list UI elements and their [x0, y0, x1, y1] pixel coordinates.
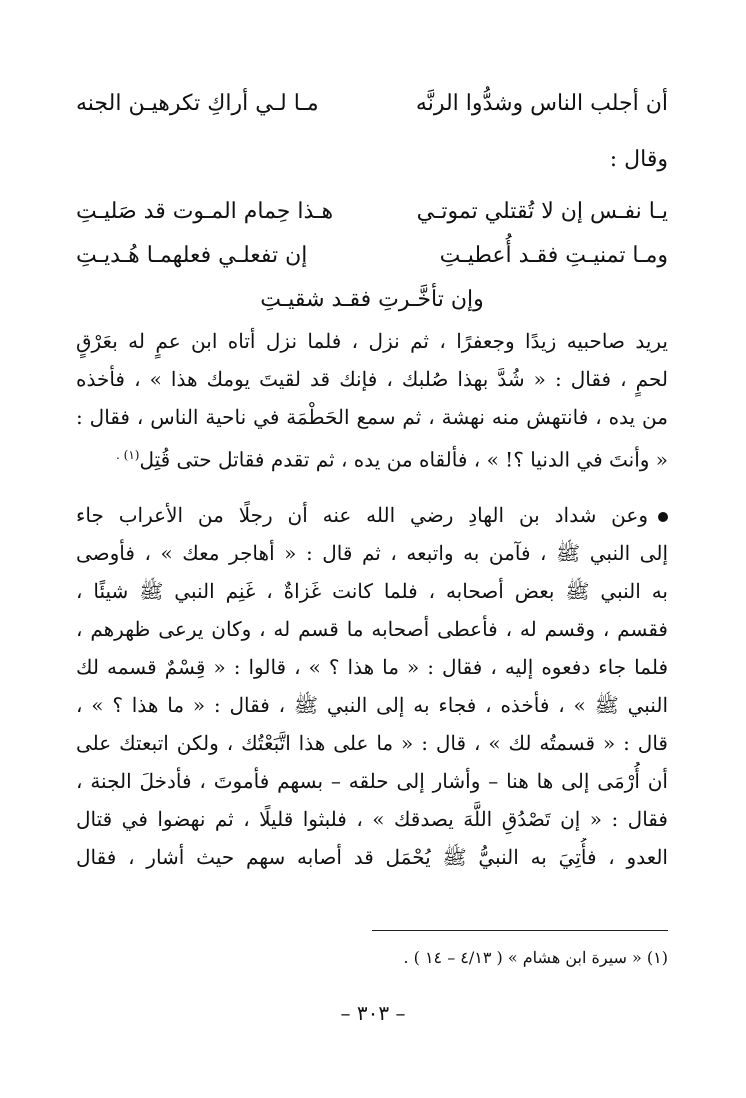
footnote-marker: (١) .	[116, 448, 140, 462]
poem2-verse3: وإن تأخَّـرتِ فقـد شقيـتِ	[260, 287, 484, 312]
paragraph2-line10: العدو ، فأُتِيَ به النبيُّ ﷺ يُحْمَل قد أصابه سهم حيث أشار ، فقال	[76, 845, 668, 869]
paragraph2-line6: النبي ﷺ » ، فأخذه ، فجاء به إلى النبي ﷺ ، فقال : « ما هذا ؟ » ،	[76, 693, 668, 717]
page-number: – ٣٠٣ –	[340, 1001, 406, 1025]
poem2-verse1	[76, 192, 668, 232]
paragraph2-line9: فقال : « إن تَصْدُقِ اللَّهَ يصدقك » ، فلبثوا قليلًا ، ثم نهضوا في قتال	[76, 807, 668, 831]
paragraph2-line2: إلى النبي ﷺ ، فآمن به واتبعه ، ثم قال : « أهاجر معك » ، فأوصى	[76, 541, 668, 565]
poem2-verse2-first-hemistich: ومـا تمنيـتِ فقـد أُعطيـتِ	[439, 243, 668, 268]
poem-intro: وقال :	[609, 147, 668, 172]
paragraph2-line1-text: وعن شداد بن الهادِ رضي الله عنه أن رجلًا من الأعراب جاء	[76, 503, 648, 527]
poem2-verse1-second-hemistich: هـذا حِمام المـوت قد صَليـتِ	[76, 199, 334, 224]
poem1-verse1	[76, 84, 668, 124]
poem2-verse2	[76, 236, 668, 276]
poem2-verse1-first-hemistich: يـا نفـس إن لا تُقتلي تموتـي	[416, 199, 668, 224]
paragraph1-line4-text: « وأنتَ في الدنيا ؟! » ، فألقاه من يده ، ثم تقدم فقاتل حتى قُتِل	[139, 447, 668, 472]
paragraph1-line2: لحمٍ ، فقال : « شُدَّ بهذا صُلبك ، فإنك قد لقيتَ يومك هذا » ، فأخذه	[76, 367, 668, 391]
bullet-icon	[658, 512, 668, 522]
paragraph2-line4: فقسم ، وقسم له ، فأعطى أصحابه ما قسم له ، وكان يرعى ظهرهم ،	[76, 617, 668, 641]
footnote-divider	[372, 930, 668, 931]
poem2-verse2-second-hemistich: إن تفعلـي فعلهمـا هُـديـتِ	[76, 243, 308, 268]
paragraph2-line5: فلما جاء دفعوه إليه ، فقال : « ما هذا ؟ » ، قالوا : « قِسْمٌ قسمه لك	[76, 655, 668, 679]
paragraph2-line7: قال : « قسمتُه لك » ، قال : « ما على هذا اتَّبَعْتُك ، ولكن اتبعتك على	[76, 731, 668, 755]
paragraph2-line8: أن أُرْمَى إلى ها هنا – وأشار إلى حلقه – بسهم فأموتَ ، فأدخلَ الجنة ،	[76, 769, 668, 793]
paragraph1-line3: من يده ، فانتهش منه نهشة ، ثم سمع الحَطْمَة في ناحية الناس ، فقال :	[76, 405, 668, 429]
paragraph1-line4	[76, 436, 668, 474]
paragraph2-line1	[76, 496, 668, 534]
poem1-verse1-second-hemistich: مـا لـي أراكِ تكرهيـن الجنه	[76, 91, 319, 116]
paragraph1-line1: يريد صاحبيه زيدًا وجعفرًا ، ثم نزل ، فلما نزل أتاه ابن عمٍ له بعَرْقٍ	[76, 329, 668, 353]
paragraph2-line3: به النبي ﷺ بعض أصحابه ، فلما كانت غَزاةٌ ، غَنِم النبي ﷺ شيئًا ،	[76, 579, 668, 603]
footnote: (١) « سيرة ابن هشام » ( ٤/١٣ – ١٤ ) .	[403, 948, 668, 967]
poem1-verse1-first-hemistich: أن أجلب الناس وشدُّوا الرنَّه	[415, 91, 668, 116]
